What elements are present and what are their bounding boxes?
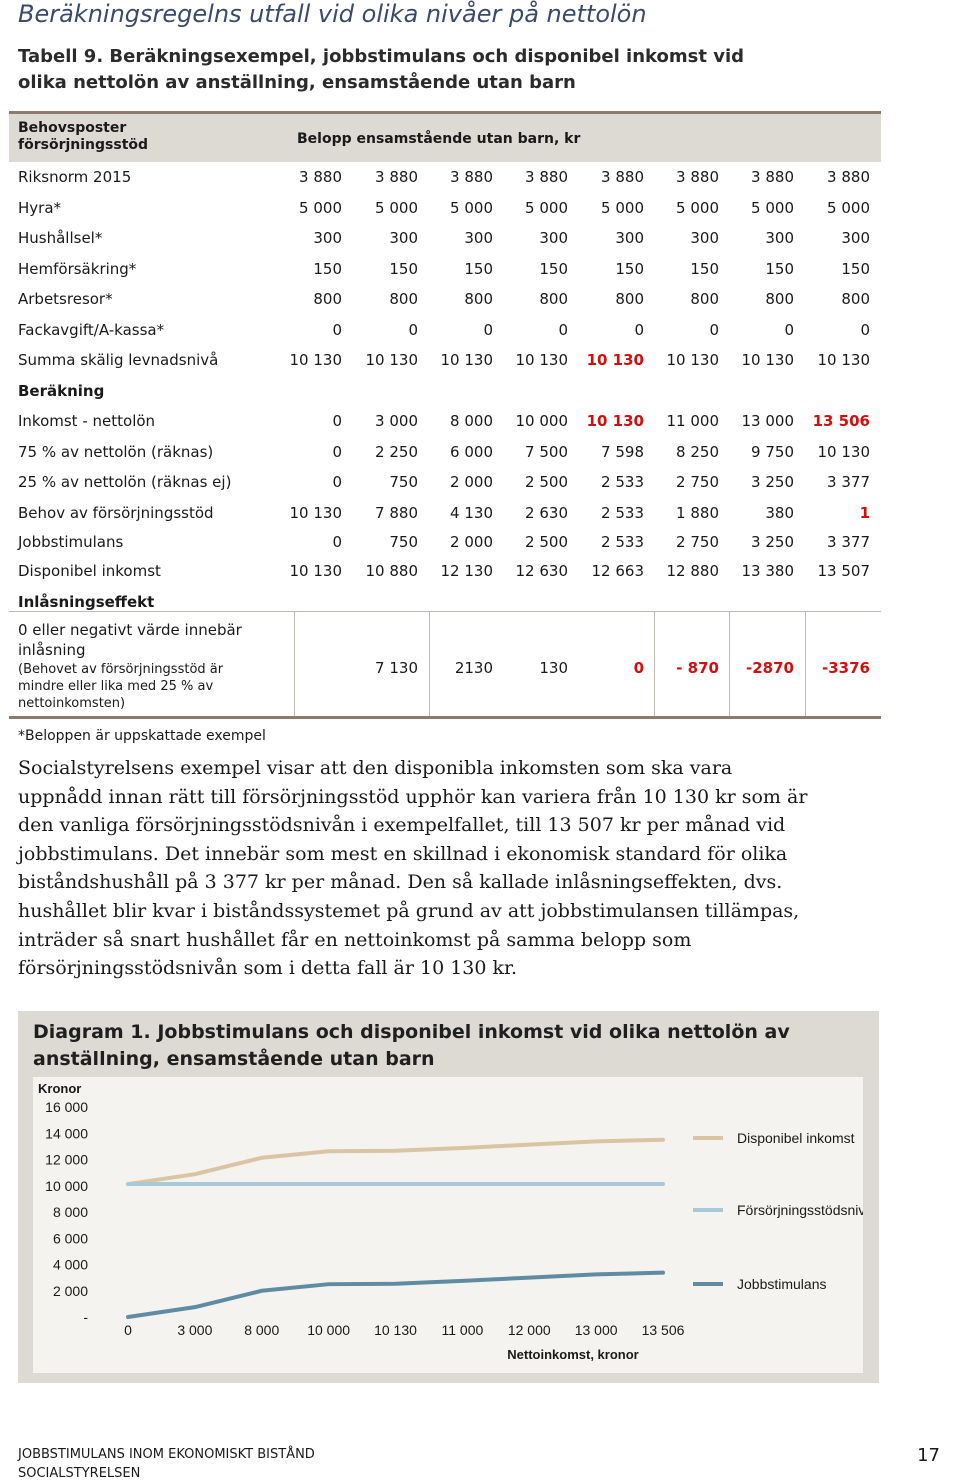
table-row [9, 439, 881, 469]
table-cell: 300 [841, 229, 870, 247]
table-cell: 12 880 [666, 562, 719, 580]
table-cell: 3 880 [299, 168, 342, 186]
table-cell: 750 [389, 473, 418, 491]
table-row [9, 589, 881, 619]
row-label: Disponibel inkomst [18, 562, 161, 580]
y-tick-label: 4 000 [52, 1256, 88, 1273]
table-cell: 10 130 [515, 351, 568, 369]
table-cell: 2 750 [676, 473, 719, 491]
table-note: *Beloppen är uppskattade exempel [18, 728, 266, 744]
y-tick-label: 8 000 [52, 1204, 88, 1220]
lockin-label: 0 eller negativt värde innebär inlåsning [18, 621, 242, 659]
table-cell: 5 000 [299, 199, 342, 217]
lockin-cell: 0 [633, 659, 644, 677]
legend-label: Disponibel inkomst [737, 1130, 855, 1146]
table-cell: 750 [389, 533, 418, 551]
table-cell: 7 598 [601, 443, 644, 461]
table-cell: 5 000 [601, 199, 644, 217]
table-cell: 12 130 [440, 562, 493, 580]
table-cell: 3 880 [676, 168, 719, 186]
table-cell: 3 377 [827, 473, 870, 491]
table-cell: 10 880 [365, 562, 418, 580]
table-cell: 0 [408, 321, 418, 339]
footer-publisher: SOCIALSTYRELSEN [18, 1466, 141, 1481]
table-cell: 2 500 [525, 533, 568, 551]
column-divider [429, 611, 430, 717]
table-cell: 150 [539, 260, 568, 278]
y-axis-label: Kronor [38, 1081, 82, 1096]
lockin-cell: 7 130 [375, 659, 418, 677]
section-heading: Beräkningsregelns utfall vid olika nivåer på nettolön [18, 0, 647, 28]
table-row [9, 286, 881, 316]
y-tick-label: 14 000 [45, 1125, 88, 1142]
table-cell: 0 [634, 321, 644, 339]
lockin-cell: 130 [539, 659, 568, 677]
table-cell: 150 [765, 260, 794, 278]
page-number: 17 [917, 1445, 940, 1466]
table-cell: 150 [464, 260, 493, 278]
table-cell: 800 [464, 290, 493, 308]
table-cell: 13 506 [812, 412, 870, 430]
table-cell: 0 [332, 533, 342, 551]
table-row [9, 225, 881, 255]
table-cell: 300 [389, 229, 418, 247]
table-row [9, 529, 881, 559]
table-cell: 3 880 [375, 168, 418, 186]
table-cell: 13 000 [741, 412, 794, 430]
y-tick-label: 6 000 [52, 1230, 88, 1247]
table-cell: 8 250 [676, 443, 719, 461]
table-cell: 800 [313, 290, 342, 308]
chart-area [33, 1077, 863, 1373]
footer-title: JOBBSTIMULANS INOM EKONOMISKT BISTÅND [18, 1447, 315, 1462]
table-cell: 5 000 [525, 199, 568, 217]
table-cell: 10 130 [586, 351, 644, 369]
table-cell: 3 880 [751, 168, 794, 186]
table-cell: 300 [313, 229, 342, 247]
table-cell: 3 880 [827, 168, 870, 186]
header-belopp: Belopp ensamstående utan barn, kr [297, 131, 581, 147]
row-label: Fackavgift/A-kassa* [18, 321, 165, 339]
table-cell: 10 130 [289, 351, 342, 369]
table-cell: 800 [389, 290, 418, 308]
header-behovsposter: Behovsposter försörjningsstöd [18, 120, 149, 153]
table-cell: 150 [690, 260, 719, 278]
lockin-row [9, 619, 881, 719]
row-label: Inkomst - nettolön [18, 412, 156, 430]
table-cell: 10 130 [365, 351, 418, 369]
table-cell: 800 [841, 290, 870, 308]
column-divider [729, 611, 730, 717]
legend-label: Jobbstimulans [737, 1276, 827, 1292]
x-tick-label: 11 000 [441, 1322, 484, 1338]
table-row [9, 256, 881, 286]
table-cell: 150 [313, 260, 342, 278]
table-cell: 7 880 [375, 504, 418, 522]
x-tick-label: 0 [124, 1322, 132, 1338]
table-cell: 2 533 [601, 473, 644, 491]
table-cell: 0 [332, 443, 342, 461]
table-row [9, 500, 881, 530]
table-cell: 8 000 [450, 412, 493, 430]
table-cell: 0 [332, 321, 342, 339]
row-label: Inlåsningseffekt [18, 593, 155, 611]
table-cell: 2 533 [601, 533, 644, 551]
table-cell: 3 880 [450, 168, 493, 186]
table-cell: 800 [765, 290, 794, 308]
row-label: Riksnorm 2015 [18, 168, 132, 186]
diagram-title: Diagram 1. Jobbstimulans och disponibel inkomst vid olika nettolön av anställning, ensamstående utan barn [33, 1021, 790, 1070]
table-cell: 0 [709, 321, 719, 339]
table-cell: 300 [690, 229, 719, 247]
table-cell: 12 663 [591, 562, 644, 580]
x-tick-label: 13 506 [641, 1322, 685, 1338]
y-tick-label: 12 000 [45, 1151, 88, 1168]
table-cell: 1 [859, 504, 870, 522]
x-tick-label: 8 000 [244, 1322, 280, 1338]
table-cell: 0 [483, 321, 493, 339]
table-cell: 10 130 [289, 562, 342, 580]
table-cell: 9 750 [751, 443, 794, 461]
column-divider [805, 611, 806, 717]
column-divider [294, 611, 295, 717]
row-label: Summa skälig levnadsnivå [18, 351, 219, 369]
row-label: Hemförsäkring* [18, 260, 137, 278]
table-cell: 10 130 [666, 351, 719, 369]
x-tick-label: 10 130 [374, 1322, 417, 1338]
table-cell: 2 500 [525, 473, 568, 491]
table-cell: 0 [784, 321, 794, 339]
x-tick-label: 10 000 [307, 1322, 351, 1338]
table-row [9, 317, 881, 347]
lockin-separator [9, 611, 881, 612]
table-row [9, 347, 881, 377]
table-bottom-rule [9, 716, 881, 719]
table-cell: 2 533 [601, 504, 644, 522]
table-header [9, 114, 881, 162]
table-cell: 150 [615, 260, 644, 278]
table-cell: 1 880 [676, 504, 719, 522]
lockin-sublabel: (Behovet av försörjningsstöd är mindre eller lika med 25 % av nettoinkomsten) [18, 662, 224, 711]
series-line [128, 1273, 663, 1317]
table-cell: 0 [332, 473, 342, 491]
table-row [9, 558, 881, 588]
table-cell: 2 000 [450, 533, 493, 551]
row-label: Behov av försörjningsstöd [18, 504, 214, 522]
table-cell: 13 507 [817, 562, 870, 580]
table-cell: 5 000 [827, 199, 870, 217]
table-cell: 2 750 [676, 533, 719, 551]
table-cell: 3 250 [751, 473, 794, 491]
table-cell: 13 380 [741, 562, 794, 580]
table-cell: 800 [539, 290, 568, 308]
table-cell: 5 000 [375, 199, 418, 217]
table-cell: 0 [860, 321, 870, 339]
table-cell: 3 880 [601, 168, 644, 186]
table-cell: 0 [332, 412, 342, 430]
table-cell: 10 130 [289, 504, 342, 522]
row-label: Arbetsresor* [18, 290, 113, 308]
legend-label: Försörjningsstödsnivå [737, 1202, 863, 1218]
x-axis-label: Nettoinkomst, kronor [507, 1347, 639, 1362]
table-cell: 150 [389, 260, 418, 278]
body-paragraph: Socialstyrelsens exempel visar att den disponibla inkomsten som ska vara uppnådd innan rätt till försörjningsstöd upphör kan variera från 10 130 kr som är den vanliga försörjningsstödsnivån i exempelfallet, till 13 507 kr per månad vid jobbstimulans. Det innebär som mest en skillnad i ekonomisk standard för olika biståndshushåll på 3 377 kr per månad. Den så kallade inlåsningseffekten, dvs. hushållet blir kvar i biståndssystemet på grund av att jobbstimulansen tillämpas, inträder så snart hushållet får en nettoinkomst på samma belopp som försörjningsstödsnivån som i detta fall är 10 130 kr. [18, 757, 808, 980]
table-cell: 300 [765, 229, 794, 247]
table-cell: 150 [841, 260, 870, 278]
table-cell: 2 250 [375, 443, 418, 461]
table-cell: 5 000 [751, 199, 794, 217]
table-cell: 300 [539, 229, 568, 247]
table-row [9, 469, 881, 499]
table-cell: 0 [558, 321, 568, 339]
table-cell: 10 130 [817, 443, 870, 461]
table-cell: 4 130 [450, 504, 493, 522]
table-cell: 800 [690, 290, 719, 308]
column-divider [654, 611, 655, 717]
row-label: Hyra* [18, 199, 62, 217]
row-label: Hushållsel* [18, 229, 103, 247]
line-chart [33, 1077, 863, 1373]
table-cell: 10 000 [515, 412, 568, 430]
table-cell: 7 500 [525, 443, 568, 461]
table-row [9, 408, 881, 438]
table-row [9, 164, 881, 194]
row-label: Jobbstimulans [18, 533, 124, 551]
table-cell: 2 000 [450, 473, 493, 491]
table-cell: 380 [765, 504, 794, 522]
table-cell: 10 130 [817, 351, 870, 369]
lockin-cell: -2870 [746, 659, 794, 677]
table-cell: 10 130 [440, 351, 493, 369]
table-cell: 5 000 [676, 199, 719, 217]
table-cell: 300 [615, 229, 644, 247]
table-cell: 11 000 [666, 412, 719, 430]
lockin-cell: 2130 [454, 659, 493, 677]
x-tick-label: 12 000 [507, 1322, 551, 1338]
row-label: Beräkning [18, 382, 105, 400]
table-cell: 300 [464, 229, 493, 247]
table-caption: Tabell 9. Beräkningsexempel, jobbstimulans och disponibel inkomst vid olika nettolön av anställning, ensamstående utan barn [18, 46, 744, 93]
table-cell: 3 880 [525, 168, 568, 186]
y-tick-label: - [83, 1309, 88, 1325]
y-tick-label: 16 000 [45, 1099, 88, 1115]
table-cell: 3 000 [375, 412, 418, 430]
y-tick-label: 10 000 [45, 1177, 88, 1194]
x-tick-label: 3 000 [177, 1322, 213, 1338]
table-row [9, 378, 881, 408]
table-cell: 3 250 [751, 533, 794, 551]
table-cell: 2 630 [525, 504, 568, 522]
row-label: 75 % av nettolön (räknas) [18, 443, 214, 461]
diagram-box [18, 1011, 879, 1383]
table-cell: 10 130 [586, 412, 644, 430]
table-cell: 6 000 [450, 443, 493, 461]
table-cell: 12 630 [515, 562, 568, 580]
y-tick-label: 2 000 [52, 1282, 88, 1299]
table-cell: 10 130 [741, 351, 794, 369]
row-label: 25 % av nettolön (räknas ej) [18, 473, 232, 491]
x-tick-label: 13 000 [574, 1322, 618, 1338]
table-cell: 5 000 [450, 199, 493, 217]
table-cell: 3 377 [827, 533, 870, 551]
series-line [128, 1140, 663, 1184]
table-row [9, 195, 881, 225]
table-cell: 800 [615, 290, 644, 308]
lockin-cell: - 870 [676, 659, 719, 677]
lockin-cell: -3376 [822, 659, 870, 677]
